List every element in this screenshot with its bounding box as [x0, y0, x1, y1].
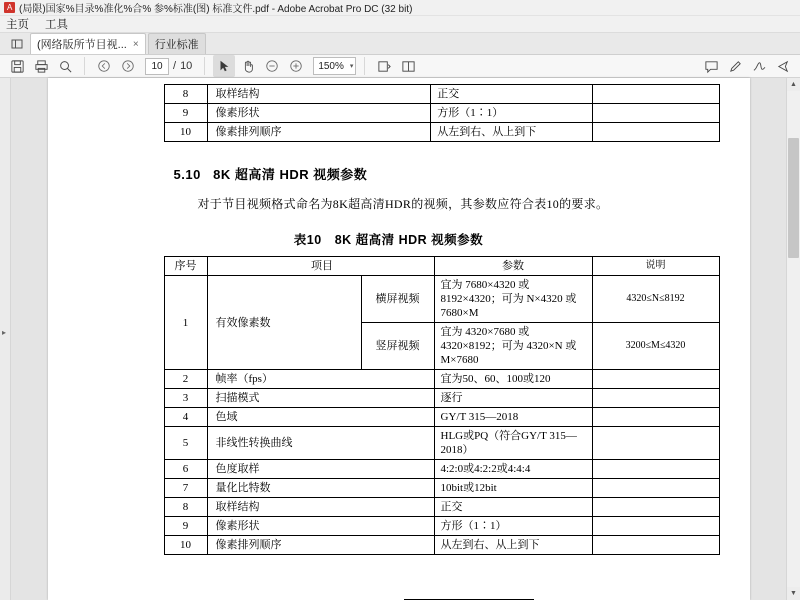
cell-seq: 5: [164, 427, 207, 460]
cell-seq: 2: [164, 370, 207, 389]
tab-document-2[interactable]: [148, 33, 206, 54]
pdf-page: [48, 78, 750, 600]
previous-page-button[interactable]: [93, 55, 115, 77]
cell-param: GY/T 315—2018: [434, 408, 592, 427]
cell-param: 方形（1∶1）: [431, 104, 592, 123]
page-number-input[interactable]: 10: [145, 58, 169, 75]
cell-param: 宜为50、60、100或120: [434, 370, 592, 389]
next-page-button[interactable]: [117, 55, 139, 77]
tool-bar: [0, 55, 800, 78]
navigation-rail[interactable]: [0, 78, 11, 600]
cell-item: 帧率（fps）: [207, 370, 434, 389]
toolbar-divider-2: [204, 57, 205, 75]
expand-panel-icon[interactable]: ▸: [2, 328, 7, 337]
cell-note: [592, 427, 719, 460]
page-separator: /: [173, 60, 177, 72]
cell-item: 非线性转换曲线: [207, 427, 434, 460]
cell-param: 10bit或12bit: [434, 479, 592, 498]
cell-item: 量化比特数: [207, 479, 434, 498]
cell-item: 像素排列顺序: [207, 536, 434, 555]
header-seq: 序号: [164, 257, 207, 276]
title-bar: [0, 0, 800, 16]
cell-subitem: 竖屏视频: [361, 323, 434, 370]
search-icon[interactable]: [54, 55, 76, 77]
cell-seq: 8: [164, 85, 207, 104]
acrobat-icon: [4, 2, 15, 13]
table-row: [164, 536, 719, 555]
vertical-scrollbar[interactable]: [786, 78, 800, 600]
fill-sign-icon[interactable]: [748, 55, 770, 77]
window-title: (局限)国家%目录%准化%合% 参%标准(图) 标准文件.pdf - Adobe Acrobat Pro DC (32 bit): [19, 4, 413, 15]
document-viewport[interactable]: [11, 78, 786, 600]
cell-note: [592, 536, 719, 555]
toolbar-right-group: [700, 55, 794, 77]
table-row: [164, 479, 719, 498]
cell-note: [592, 517, 719, 536]
cell-note: [592, 104, 719, 123]
table-row: [164, 427, 719, 460]
cell-seq: 8: [164, 498, 207, 517]
cell-item: 取样结构: [207, 85, 431, 104]
cell-note: [592, 479, 719, 498]
menu-home[interactable]: 主页: [6, 19, 29, 31]
document-area: [0, 78, 800, 600]
cell-seq: 7: [164, 479, 207, 498]
cell-seq: 10: [164, 536, 207, 555]
table-row: [164, 123, 719, 142]
cell-subitem: 横屏视频: [361, 276, 434, 323]
table-row: [164, 460, 719, 479]
table-row: [164, 276, 719, 323]
page-display-icon[interactable]: [397, 55, 419, 77]
select-tool-icon[interactable]: [213, 55, 235, 77]
print-icon[interactable]: [30, 55, 52, 77]
cell-param: 宜为 7680×4320 或 8192×4320；可为 N×4320 或 7680×M: [434, 276, 592, 323]
cell-note: [592, 370, 719, 389]
main-table: [164, 256, 720, 555]
continuation-table: [164, 84, 720, 142]
menu-tools[interactable]: 工具: [45, 19, 68, 31]
cell-seq: 10: [164, 123, 207, 142]
cell-param: 方形（1∶1）: [434, 517, 592, 536]
table-row: [164, 389, 719, 408]
total-pages: 10: [180, 60, 193, 72]
tab-label: (网络版所节目视...: [37, 39, 127, 51]
table-row: [164, 498, 719, 517]
zoom-level-select[interactable]: [313, 57, 356, 75]
section-title: 8K 超高清 HDR 视频参数: [213, 167, 368, 182]
close-icon[interactable]: ×: [132, 38, 139, 50]
scroll-up-icon[interactable]: ▲: [787, 78, 800, 91]
section-heading: [174, 164, 734, 183]
scroll-down-icon[interactable]: ▼: [787, 587, 800, 600]
cell-note: [592, 85, 719, 104]
tab-document-1[interactable]: [30, 33, 146, 54]
header-item: 项目: [207, 257, 434, 276]
cell-note: 4320≤N≤8192: [592, 276, 719, 323]
section-number: 5.10: [173, 167, 201, 182]
cell-item: 扫描模式: [207, 389, 434, 408]
cell-param: 宜为 4320×7680 或 4320×8192；可为 4320×N 或 M×7680: [434, 323, 592, 370]
cell-seq: 9: [164, 517, 207, 536]
cell-note: [592, 460, 719, 479]
highlight-icon[interactable]: [724, 55, 746, 77]
cell-seq: 1: [164, 276, 207, 370]
hand-tool-icon[interactable]: [237, 55, 259, 77]
page-navigator: [145, 58, 192, 75]
menu-bar: [0, 16, 800, 33]
cell-item: 像素形状: [207, 517, 434, 536]
table-row: [164, 85, 719, 104]
cell-param: 逐行: [434, 389, 592, 408]
section-paragraph: 对于节目视频格式命名为8K超高清HDR的视频，其参数应符合表10的要求。: [197, 197, 609, 211]
cell-seq: 6: [164, 460, 207, 479]
cell-note: 3200≤M≤4320: [592, 323, 719, 370]
cell-param: 4:2:0或4:2:2或4:4:4: [434, 460, 592, 479]
cell-item: 像素形状: [207, 104, 431, 123]
cell-param: 从左到右、从上到下: [431, 123, 592, 142]
table-header-row: [164, 257, 719, 276]
page-fit-icon[interactable]: [373, 55, 395, 77]
cell-note: [592, 123, 719, 142]
tab-strip: [0, 33, 800, 55]
toolbar-divider-3: [364, 57, 365, 75]
cell-seq: 9: [164, 104, 207, 123]
cell-param: HLG或PQ（符合GY/T 315—2018）: [434, 427, 592, 460]
cell-item: 有效像素数: [207, 276, 361, 370]
sidebar-toggle-icon[interactable]: [4, 34, 30, 54]
header-note: 说明: [592, 257, 719, 276]
cell-seq: 4: [164, 408, 207, 427]
table-row: [164, 370, 719, 389]
cell-note: [592, 498, 719, 517]
zoom-value: 150%: [318, 60, 344, 72]
save-icon[interactable]: [6, 55, 28, 77]
cell-note: [592, 408, 719, 427]
table-row: [164, 104, 719, 123]
cell-param: 从左到右、从上到下: [434, 536, 592, 555]
zoom-in-icon[interactable]: [285, 55, 307, 77]
table-caption: 表10 8K 超高清 HDR 视频参数: [293, 233, 484, 247]
comment-icon[interactable]: [700, 55, 722, 77]
cell-seq: 3: [164, 389, 207, 408]
cell-item: 取样结构: [207, 498, 434, 517]
cell-item: 像素排列顺序: [207, 123, 431, 142]
zoom-out-icon[interactable]: [261, 55, 283, 77]
scrollbar-thumb[interactable]: [788, 138, 799, 258]
cell-param: 正交: [431, 85, 592, 104]
cell-item: 色域: [207, 408, 434, 427]
cell-item: 色度取样: [207, 460, 434, 479]
table-row: [164, 517, 719, 536]
header-param: 参数: [434, 257, 592, 276]
cell-param: 正交: [434, 498, 592, 517]
chevron-down-icon: ▾: [349, 63, 354, 70]
table-row: [164, 408, 719, 427]
cell-note: [592, 389, 719, 408]
share-icon[interactable]: [772, 55, 794, 77]
toolbar-divider: [84, 57, 85, 75]
tab-label: 行业标准: [154, 39, 199, 51]
